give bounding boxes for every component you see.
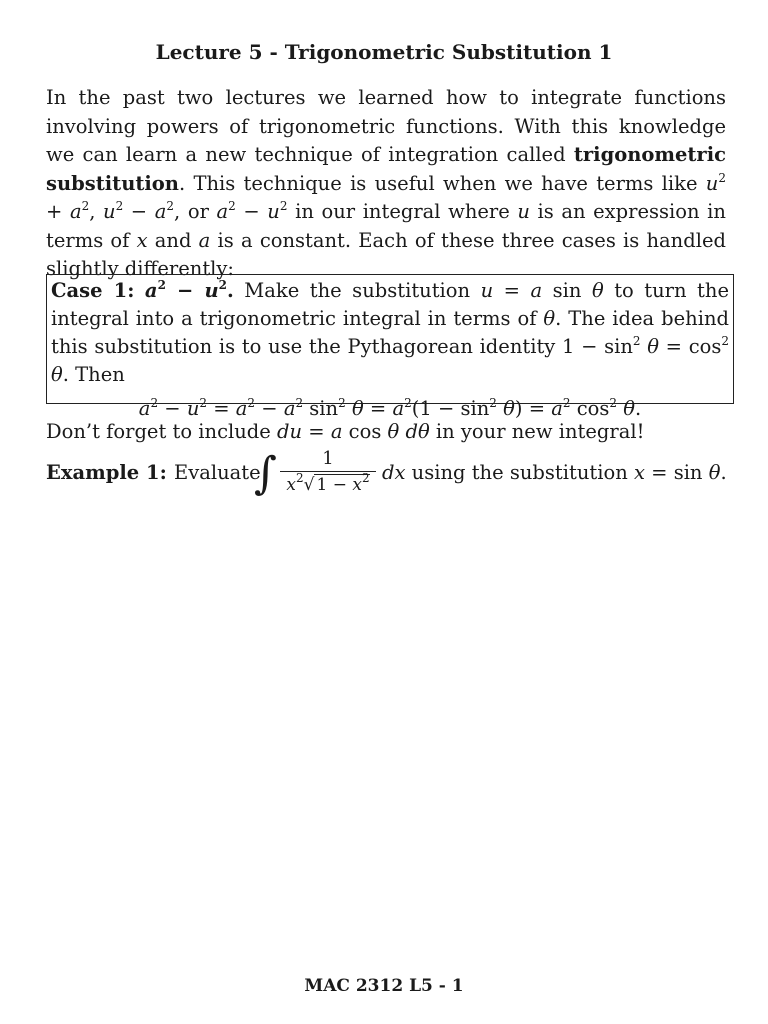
example-1-label: Example 1:: [46, 461, 167, 484]
intro-text-5: and: [147, 228, 199, 252]
intro-text-4: is an expression in terms of: [46, 200, 726, 252]
fraction-denominator: $x^2√$ $1 - x^2$: [286, 471, 370, 495]
page-title: Lecture 5 - Trigonometric Substitution 1: [155, 40, 613, 64]
intro-paragraph: In the past two lectures we learned how to integrate functions involving powers of trigonometric functions. With this knowledge we can learn a new technique of integration called trigonometric substitution. This technique is useful when we have terms like $u^2 + a^2$, $u^2 - a^2$, or $a^2 - u^2$ in our integral where u is an expression in terms of x and a is a constant. Each of these three cases is handled slightly differently:: [46, 86, 726, 280]
reminder-text-1: Don’t forget to include: [46, 420, 278, 443]
reminder-line: Don’t forget to include du = a cos θ dθ in your new integral!: [46, 420, 645, 443]
case-1-box: [46, 274, 734, 420]
intro-text-1: In the past two lectures we learned how to integrate functions involving powers of trigonometric functions. With this knowledge we can learn a new technique of integration called: [46, 86, 726, 166]
intro-bold-term: trigonometric substitution: [46, 143, 726, 195]
intro-text-2: . This technique is useful when we have terms like: [178, 171, 706, 195]
fraction-numerator: 1: [322, 448, 334, 469]
case-1-text-1: Make the substitution: [233, 279, 481, 302]
reminder-text-2: in your new integral!: [429, 420, 645, 443]
example-1-verb: Evaluate: [174, 461, 261, 484]
case-1-equation: $a^2 - u^2 = a^2 - a^2$ $\sin^2 \theta = a^2(1 - \sin^2 \theta) = a^2$ $\cos^2 \theta$.: [138, 396, 642, 420]
case-1-text-3: . The idea behind this substitution is to use the Pythagorean identity: [51, 307, 729, 358]
page-footer: MAC 2312 L5 - 1: [304, 976, 464, 996]
math-term-list: $u^2 + a^2$, $u^2 - a^2$, or $a^2 - u^2$: [46, 170, 726, 223]
case-1-label: Case 1:: [51, 279, 135, 302]
case-1-text-4: . Then: [62, 363, 125, 386]
integrand-fraction: [280, 448, 376, 497]
integral-sign: ∫: [254, 448, 277, 499]
intro-text-6: is a constant. Each of these three cases is handled slightly differently:: [46, 228, 726, 280]
case-1-text-2: to turn the integral into a trigonometric integral in terms of: [51, 279, 729, 330]
case-1-text: Case 1: $a^2 - u^2$. Make the substitution u = a sin θ to turn the integral into a trigonometric integral in terms of θ. The idea behind this substitution is to use the Pythagorean identity $1 - \sin^2 \theta = \cos^2 \theta$. Then: [51, 278, 730, 386]
example-1: [46, 446, 746, 506]
intro-text-3: in our integral where: [287, 200, 518, 223]
example-1-tail: dx using the substitution x = sin θ.: [382, 461, 727, 484]
